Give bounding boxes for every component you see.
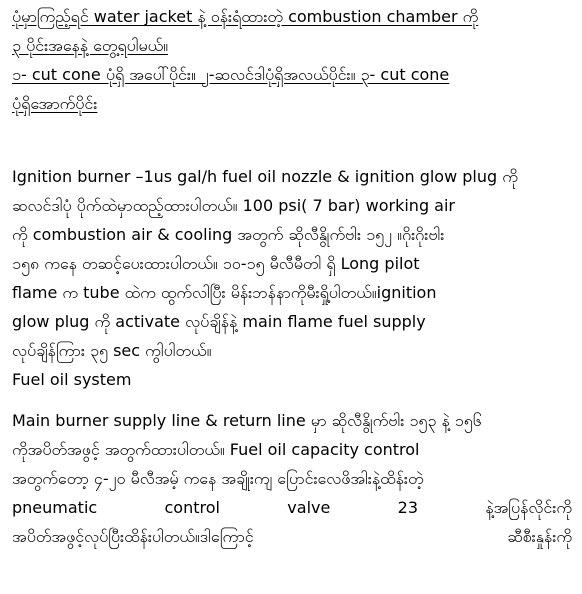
fuel-line-3: အတွက်တော့ ၄-၂၀ မီလီအမ့် ကနေ အချိုးကျ ပြောင်းလေဖိအါးနဲ့ထိန်းတဲ့	[12, 469, 424, 488]
fuel-line-4: pneumatic control valve 23 နဲ့အပြန်လိုင်းကို	[12, 498, 572, 517]
ignition-line-3: ကို combustion air & cooling အတွက် ဆိုလီနွိုက်ဗါး ၁၅၂ ။ဂိုးဂိုးဗါး	[12, 225, 445, 244]
fuel-line-2: ကိုအပိတ်အဖွင့် အတွက်ထားပါတယ်။ Fuel oil capacity control	[12, 440, 420, 459]
document-page	[12, 2, 572, 551]
ignition-line-2: ဆလင်ဒါပုံ ပိုက်ထဲမှာထည့်ထားပါတယ်။ 100 psi( 7 bar) working air	[12, 196, 456, 215]
fuel-line-1: Main burner supply line & return line မှာ ဆိုလီနွိုက်ဗါး ၁၅၃ နဲ့ ၁၅၆	[12, 411, 482, 430]
ignition-line-7: လုပ်ချိန်ကြား ၃၅ sec ကွါပါတယ်။	[12, 341, 212, 360]
paragraph-gap	[12, 118, 572, 162]
ignition-line-5: flame က tube ထဲက ထွက်လါပြီး မိန်းဘန်နာကိုမီးရှို့ပါတယ်။ignition	[12, 283, 437, 302]
paragraph-gap	[12, 394, 572, 406]
fuel-oil-system-heading: Fuel oil system	[12, 370, 132, 389]
ignition-line-4: ၁၅၈ ကနေ တဆင့်ပေးထားပါတယ်။ ၁၀-၁၅ မီလီမီတါ ရှိ Long pilot	[12, 254, 420, 273]
fuel-line-5: အပိတ်အဖွင့်လုပ်ပြီးထိန်းပါတယ်။ဒါကြောင့် ဆီစီးနှုန်းကို	[12, 527, 572, 546]
intro-line-4: ပုံရှိအောက်ပိုင်း	[12, 94, 98, 113]
intro-line-2: ၃ ပိုင်းအနေနဲ့ တွေ့ရပါမယ်။	[12, 36, 169, 55]
ignition-line-1: Ignition burner –1us gal/h fuel oil nozzle & ignition glow plug ကို	[12, 167, 518, 186]
intro-line-3: ၁- cut cone ပုံရှိ အပေါ်ပိုင်း။ ၂-ဆလင်ဒါပုံရှိအလယ်ပိုင်း။ ၃- cut cone	[12, 65, 450, 84]
fuel-paragraph	[12, 406, 572, 551]
ignition-line-6: glow plug ကို activate လုပ်ချိန်နဲ့ main flame fuel supply	[12, 312, 426, 331]
ignition-paragraph	[12, 162, 572, 365]
intro-line-1: ပုံမှာကြည့်ရင် water jacket နဲ့ ဝန်းရံထားတဲ့ combustion chamber ကို	[12, 7, 479, 26]
